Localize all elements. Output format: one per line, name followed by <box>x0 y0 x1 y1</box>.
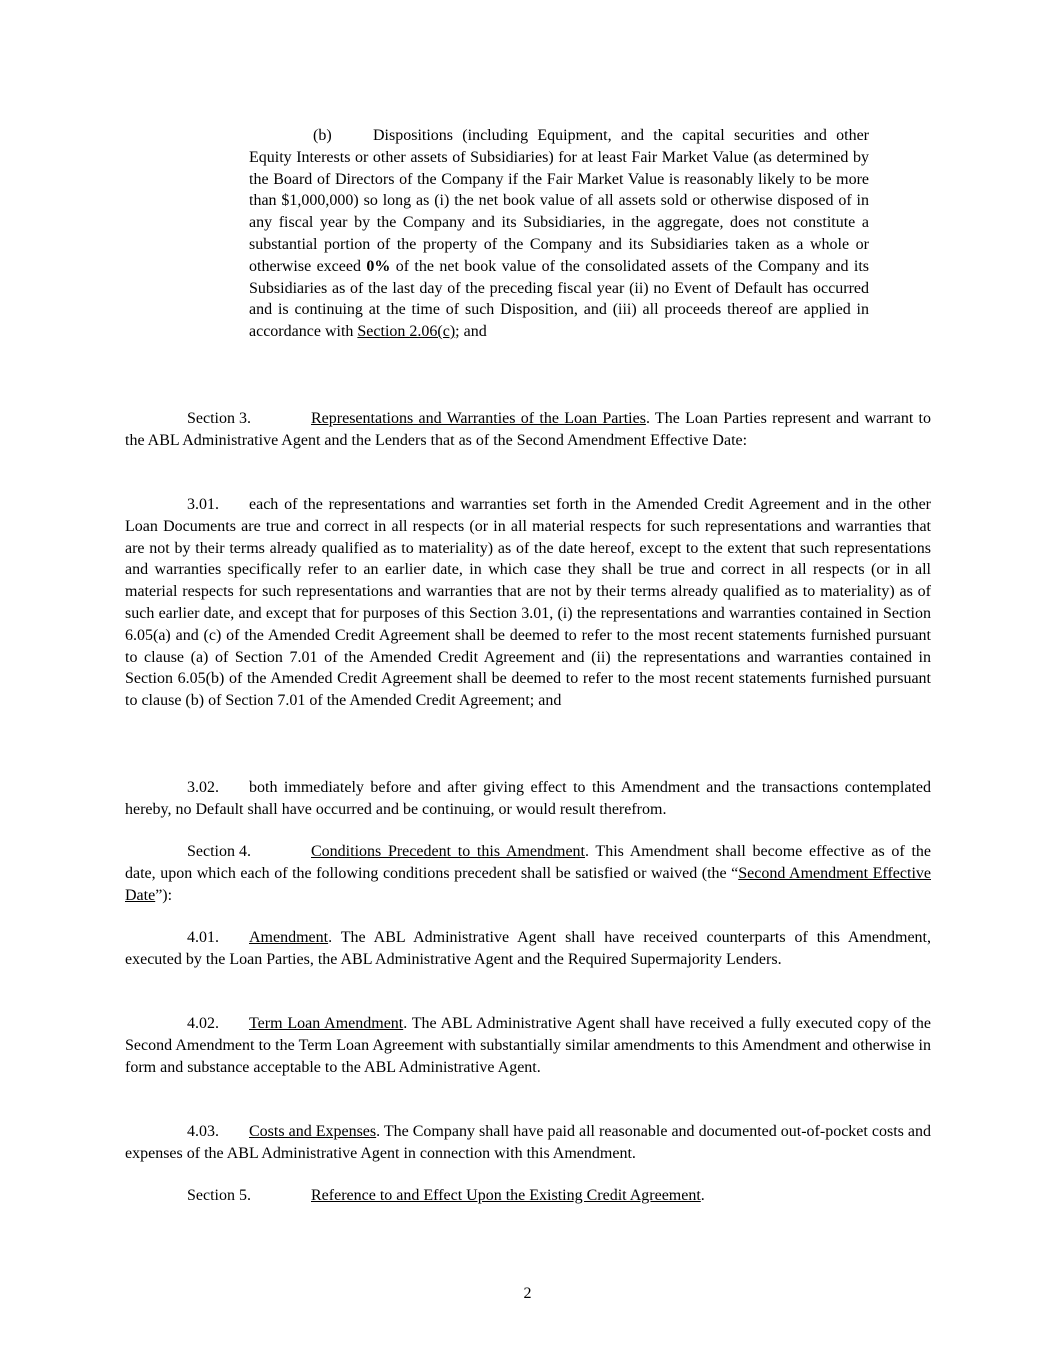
clause-4-01 <box>125 927 931 971</box>
clause-text: Dispositions (including Equipment, and the capital securities and other Equity Interests or other assets of Subsidiaries) for at least Fair Market Value (as determined by the Board of Directors of the Company if the Fair Market Value is reasonably likely to be more than $1,000,000) so long as (i) the net book value of all assets sold or otherwise disposed of in any fiscal year by the Company and its Subsidiaries, in the aggregate, does not constitute a substantial portion of the property of the Company and its Subsidiaries taken as a whole or otherwise exceed <box>249 127 869 275</box>
section-text: . This Amendment shall become effective as of the date, upon which each of the following conditions precedent shall be satisfied or waived (the “ <box>125 843 932 882</box>
clause-label: 4.02. <box>187 1015 219 1032</box>
clause-title: Term Loan Amendment <box>249 1015 404 1032</box>
section-title: Representations and Warranties of the Loan Parties <box>311 410 646 427</box>
section-title: Reference to and Effect Upon the Existing Credit Agreement <box>311 1187 701 1204</box>
clause-text: each of the representations and warranties set forth in the Amended Credit Agreement and in the other Loan Documents are true and correct in all respects (or in all material respects for such representations and warranties that are not by their terms already qualified as to materiality) as of the date hereof, except to the extent that such representations and warranties specifically refer to an earlier date, in which case they shall be true and correct in all respects (or in all material respects for such representations and warranties that are not by their terms already qualified as to materiality) as of such earlier date, and except that for purposes of this Section 3.01, (i) the representations and warranties contained in Section 6.05(a) and (c) of the Amended Credit Agreement shall be deemed to refer to the most recent statements furnished pursuant to clause (a) of Section 7.01 of the Amended Credit Agreement and (ii) the representations and warranties contained in Section 6.05(b) of the Amended Credit Agreement shall be deemed to refer to the most recent statements furnished pursuant to clause (b) of Section 7.01 of the Amended Credit Agreement; and <box>125 496 931 710</box>
clause-label: (b) <box>313 127 332 144</box>
clause-label: 4.01. <box>187 929 219 946</box>
section-4 <box>125 841 931 906</box>
section-label: Section 5. <box>187 1187 251 1204</box>
clause-text: of the net book value of the consolidated assets of the Company and its Subsidiaries as of the last day of the preceding fiscal year (ii) no Event of Default has occurred and is continuing at the time of such Disposition, and (iii) all proceeds thereof are applied in accordance with <box>249 257 870 341</box>
clause-title: Amendment <box>249 929 329 946</box>
clause-label: 3.01. <box>187 496 219 513</box>
section-title: Conditions Precedent to this Amendment <box>311 843 585 860</box>
clause-text: . The ABL Administrative Agent shall have received counterparts of this Amendment, executed by the Loan Parties, the ABL Administrative Agent and the Required Supermajority Lenders. <box>125 929 931 968</box>
section-text: . The Loan Parties represent and warrant to the ABL Administrative Agent and the Lenders that as of the Second Amendment Effective Date: <box>125 410 932 449</box>
page-number: 2 <box>523 1285 532 1302</box>
clause-label: 4.03. <box>187 1123 219 1140</box>
section-text: . <box>700 1187 705 1204</box>
section-label: Section 3. <box>187 410 251 427</box>
clause-title: Costs and Expenses <box>249 1123 377 1140</box>
section-reference-link[interactable]: Section 2.06(c) <box>357 323 456 341</box>
clause-b <box>249 125 869 343</box>
defined-term: Second Amendment Effective Date <box>125 864 931 904</box>
clause-3-01 <box>125 494 931 712</box>
section-text: ”): <box>155 886 173 904</box>
clause-text: both immediately before and after giving effect to this Amendment and the transactions contemplated hereby, no Default shall have occurred and be continuing, or would result therefrom. <box>125 779 931 818</box>
bold-percent: 0% <box>366 257 391 275</box>
clause-4-02 <box>125 1013 931 1078</box>
clause-text: . The ABL Administrative Agent shall have received a fully executed copy of the Second Amendment to the Term Loan Agreement with substantially similar amendments to this Amendment and otherwise in form and substance acceptable to the ABL Administrative Agent. <box>125 1015 931 1076</box>
clause-label: 3.02. <box>187 779 219 796</box>
clause-text: ; and <box>455 323 487 341</box>
section-label: Section 4. <box>187 843 251 860</box>
clause-3-02 <box>125 777 931 821</box>
clause-text: . The Company shall have paid all reasonable and documented out-of-pocket costs and expenses of the ABL Administrative Agent in connection with this Amendment. <box>125 1123 931 1162</box>
clause-4-03 <box>125 1121 931 1165</box>
section-5 <box>125 1185 931 1207</box>
section-3 <box>125 408 931 452</box>
